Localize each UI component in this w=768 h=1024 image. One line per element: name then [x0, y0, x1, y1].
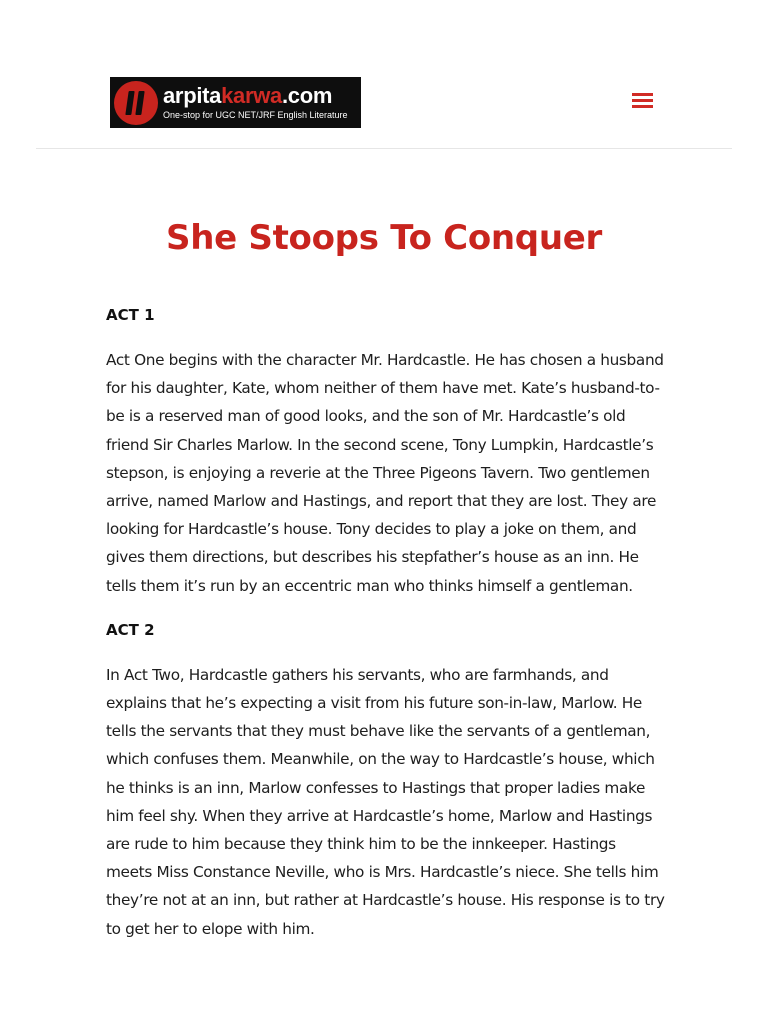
- section-heading: ACT 1: [106, 306, 155, 324]
- site-header: [0, 0, 768, 149]
- site-logo[interactable]: [110, 77, 361, 128]
- logo-word-part3: .com: [282, 83, 333, 108]
- hamburger-menu-icon[interactable]: [630, 90, 656, 112]
- logo-tagline: One-stop for UGC NET/JRF English Literature: [163, 110, 348, 120]
- page-title: She Stoops To Conquer: [166, 218, 602, 258]
- logo-wordmark: [163, 85, 348, 107]
- logo-word-part2: karwa: [221, 83, 282, 108]
- section-body: In Act Two, Hardcastle gathers his servants, who are farmhands, and explains that he’s expecting a visit from his future son-in-law, Marlow. He tells the servants that they must behave like the servants of a gentleman, which confuses them. Meanwhile, on the way to Hardcastle’s house, which he thinks is an inn, Marlow confesses to Hastings that proper ladies make him feel shy. When they arrive at Hardcastle’s home, Marlow and Hastings are rude to him because they think him to be the innkeeper. Hastings meets Miss Constance Neville, who is Mrs. Hardcastle’s niece. She tells him they’re not at an inn, but rather at Hardcastle’s house. His response is to try to get her to elope with him.: [106, 665, 665, 938]
- header-divider: [36, 148, 732, 149]
- section-act-2: [106, 616, 666, 943]
- section-act-1: [106, 301, 666, 600]
- logo-text: [163, 85, 348, 120]
- section-heading: ACT 2: [106, 620, 155, 639]
- article-content: [106, 210, 666, 943]
- section-body: Act One begins with the character Mr. Hardcastle. He has chosen a husband for his daughter, Kate, whom neither of them have met. Kate’s husband-to-be is a reserved man of good looks, and the son of Mr. Hardcastle’s old friend Sir Charles Marlow. In the second scene, Tony Lumpkin, Hardcastle’s stepson, is enjoying a reverie at the Three Pigeons Tavern. Two gentlemen arrive, named Marlow and Hastings, and report that they are lost. They are looking for Hardcastle’s house. Tony decides to play a joke on them, and gives them directions, but describes his stepfather’s house as an inn. He tells them it’s run by an eccentric man who thinks himself a gentleman.: [106, 351, 664, 595]
- logo-word-part1: arpita: [163, 83, 222, 108]
- logo-mark-icon: [114, 81, 158, 125]
